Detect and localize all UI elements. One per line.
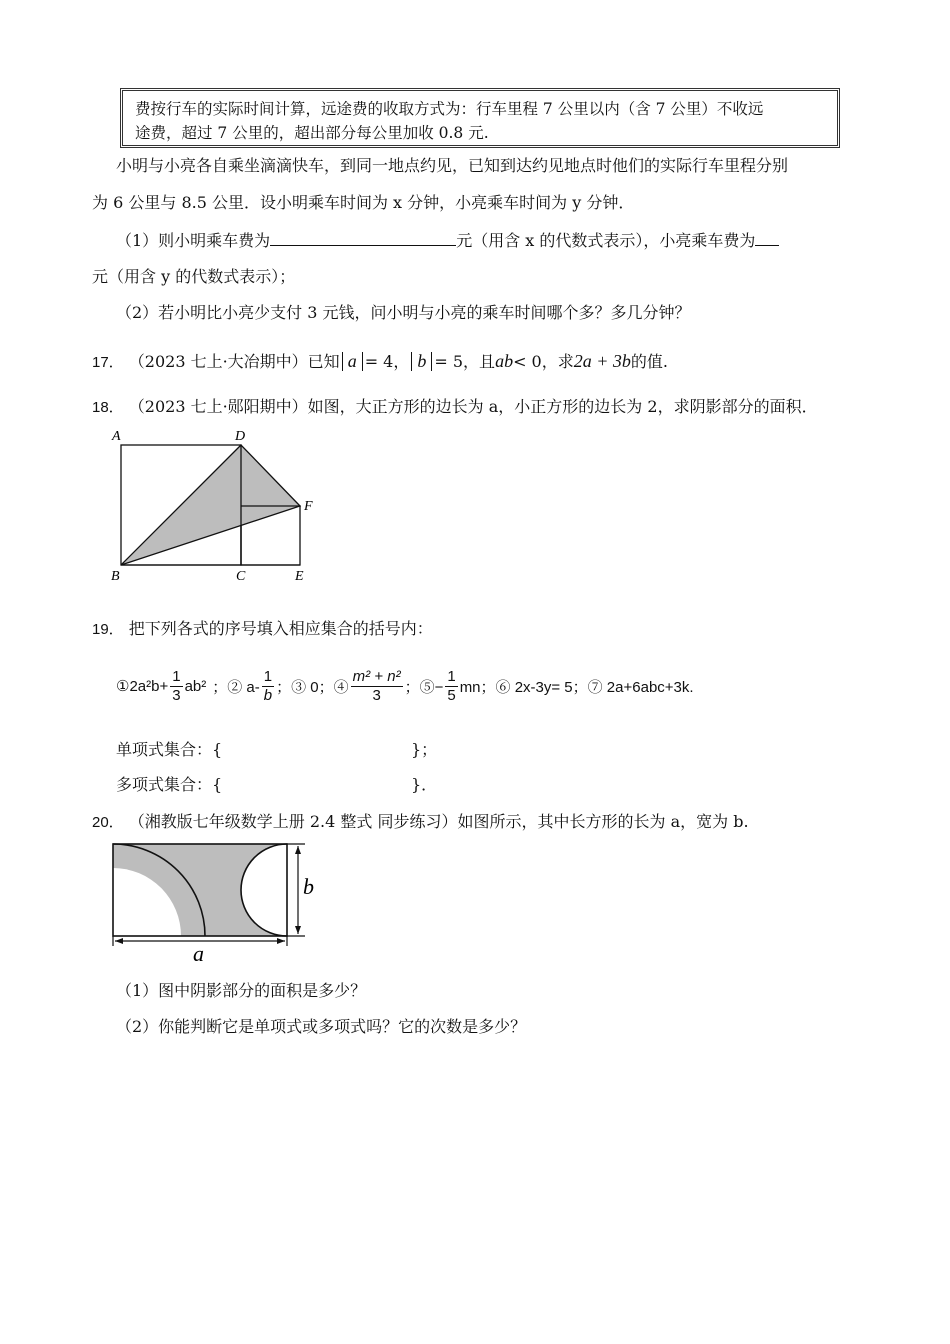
q17-abs-b: b [411,352,432,371]
monomial-set-end: }； [411,740,438,759]
q16-part1-a: （1）则小明乘车费为 [116,231,271,250]
dim-b-arrow-top [295,846,301,854]
expr-sep-2: ；③ 0；④ [276,678,349,696]
q17-abs-a: a [342,352,363,371]
q16-part2: （2）若小明比小亮少支付 3 元钱，问小明与小亮的乘车时间哪个多？多几分钟？ [116,303,691,322]
label-A: A [112,429,121,444]
frac-m2n2-3: $\frac{\text{m² + n²}}{3}$ [352,667,401,704]
monomial-set-input[interactable] [232,736,407,762]
q17-ab: ab [495,351,514,371]
q17 [92,350,668,374]
dim-b-arrow-bottom [295,926,301,934]
label-C: C [236,569,246,584]
q19-number: 19． [92,621,124,638]
q20-number: 20． [92,814,124,831]
q20-part1: （1）图中阴影部分的面积是多少？ [116,981,367,1000]
expr-sep-1: ；② a- [212,678,260,696]
q17-eq1: = 4， [364,352,410,371]
q16-intro-line-1: 小明与小亮各自乘坐滴滴快车，到同一地点约见，已知到达约见地点时他们的实际行车里程分别 [116,156,789,175]
q16-part1-b: 元（用含 x 的代数式表示），小亮乘车费为 [456,231,756,250]
q20 [92,811,749,834]
polynomial-set-label: 多项式集合：{ [116,775,223,794]
q18-number: 18． [92,399,124,416]
fare-rule-line-2: 途费，超过 7 公里的，超出部分每公里加收 0.8 元. [135,124,489,142]
q17-number: 17． [92,354,124,371]
dim-a-arrow-right [277,938,285,944]
monomial-set-line [116,739,222,761]
fare-rule-line-1: 费按行车的实际时间计算，远途费的收取方式为：行车里程 7 公里以内（含 7 公里）不收远 [135,100,764,118]
frac-1-b: $\frac{1}{b}$ [263,667,273,704]
q17-tail: 的值. [630,352,668,371]
fare-rule-box [120,88,840,148]
q20-text: （湘教版七年级数学上册 2.4 整式 同步练习）如图所示，其中长方形的长为 a，宽为 b. [128,812,749,831]
shaded-triangle [121,445,300,565]
q17-source: （2023 七上·大冶期中）已知 [128,352,340,371]
label-E: E [295,569,304,584]
q16-blank-xiaoming[interactable] [270,229,456,246]
label-F: F [304,499,313,514]
label-D: D [235,429,246,444]
label-B: B [111,569,120,584]
polynomial-set-input[interactable] [232,771,407,797]
q18 [92,396,818,419]
q19-expressions [116,662,694,710]
q19 [92,618,433,641]
expr-1-post: ab² [184,677,207,695]
q18-figure [105,422,335,587]
polynomial-set-line [116,774,222,796]
frac-1-5: $\frac{1}{5}$ [447,667,456,704]
polynomial-set-end: }． [411,775,438,794]
q17-eq2: = 5，且 [434,352,496,371]
q19-text: 把下列各式的序号填入相应集合的括号内： [128,619,433,638]
q18-text: （2023 七上·郧阳期中）如图，大正方形的边长为 a，小正方形的边长为 2，求阴影部分的面积． [128,397,818,416]
expr-tail: mn；⑥ 2x-3y= 5；⑦ 2a+6abc+3k. [459,678,694,696]
q16-intro-line-2: 为 6 公里与 8.5 公里．设小明乘车时间为 x 分钟，小亮乘车时间为 y 分钟． [92,193,635,212]
dim-a-arrow-left [115,938,123,944]
q16-blank-xiaoliang[interactable] [755,229,779,246]
frac-1-3: $\frac{1}{3}$ [172,667,181,704]
q16-part1 [116,229,779,252]
q20-figure [105,838,325,963]
expr-sep-3: ；⑤− [404,678,444,696]
expr-1-pre: ①2a²b+ [116,678,169,695]
monomial-set-label: 单项式集合：{ [116,740,223,759]
label-b: b [303,874,314,899]
q17-expression: 2a + 3b [573,351,631,371]
q17-lt: < 0，求 [513,352,574,371]
label-a: a [193,941,204,963]
shaded-region [113,844,287,936]
q20-part2: （2）你能判断它是单项式或多项式吗？它的次数是多少？ [116,1017,527,1036]
q16-part1-cont: 元（用含 y 的代数式表示）； [92,267,296,286]
